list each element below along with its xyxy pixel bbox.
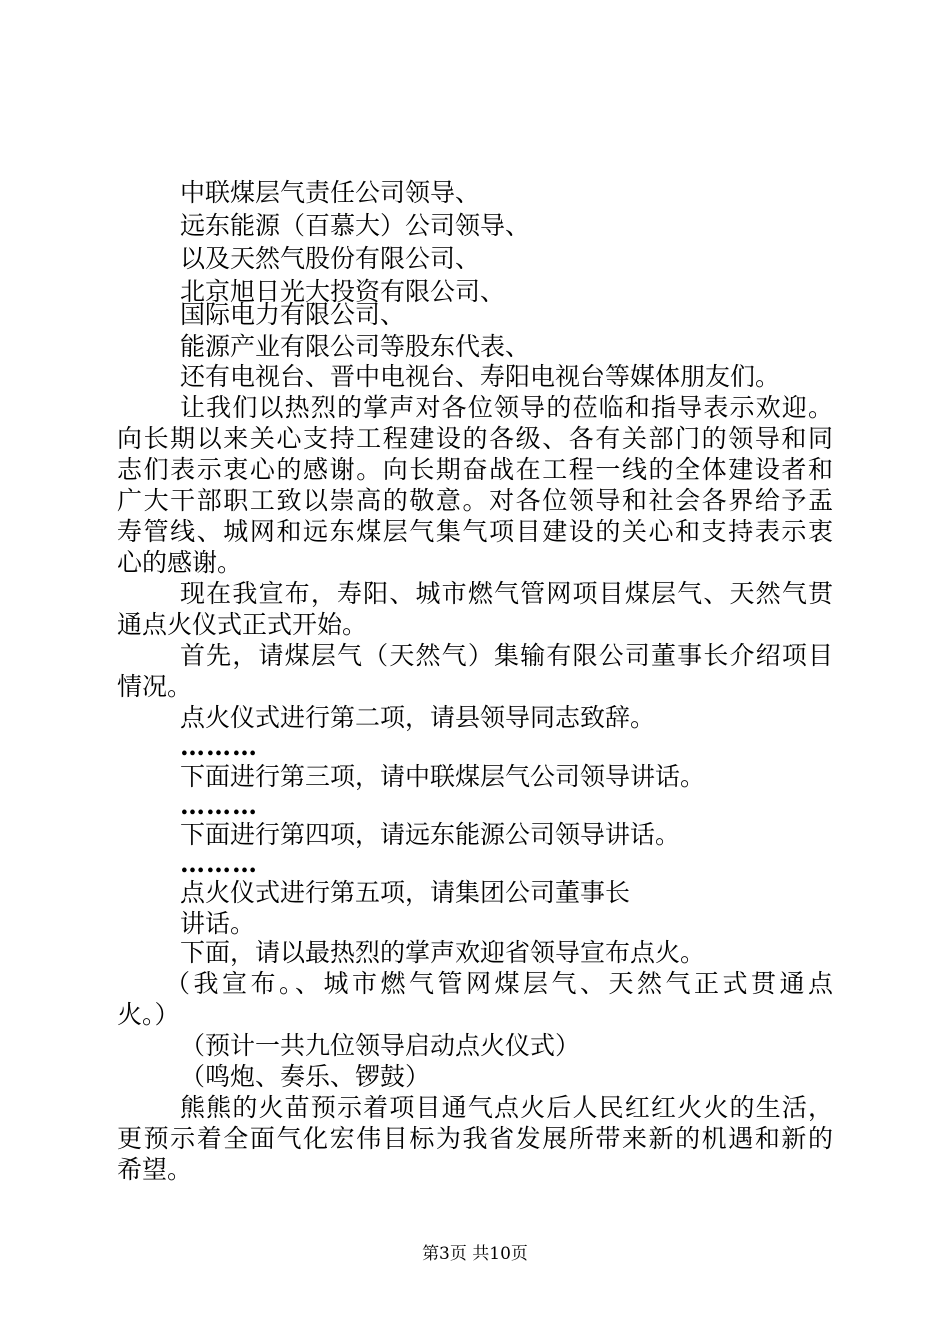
ellipsis-line: ……… — [180, 791, 258, 820]
text-line: 国际电力有限公司、 — [180, 300, 406, 329]
text-line: 更预示着全面气化宏伟目标为我省发展所带来新的机遇和新的 — [117, 1124, 833, 1153]
text-line: 志们表示衷心的感谢。向长期奋战在工程一线的全体建设者和 — [117, 455, 833, 484]
text-line: 熊熊的火苗预示着项目通气点火后人民红红火火的生活， — [180, 1093, 833, 1122]
text-line: （鸣炮、奏乐、锣鼓） — [180, 1062, 431, 1091]
text-line: （我宣布。、城市燃气管网煤层气、天然气正式贯通点 — [165, 969, 833, 998]
text-line: 点火仪式进行第五项，请集团公司董事长 — [180, 878, 631, 907]
text-line: 寿管线、城网和远东煤层气集气项目建设的关心和支持表示衷 — [117, 517, 833, 546]
text-line: 通点火仪式正式开始。 — [117, 610, 368, 639]
text-line: 火。） — [117, 1000, 180, 1029]
page-number-footer: 第3页 共10页 — [422, 1244, 528, 1264]
text-line: 还有电视台、晋中电视台、寿阳电视台等媒体朋友们。 — [180, 362, 781, 391]
ellipsis-line: ……… — [180, 732, 258, 761]
text-line: 下面进行第四项，请远东能源公司领导讲话。 — [180, 820, 681, 849]
text-line: 首先，请煤层气（天然气）集输有限公司董事长介绍项目 — [180, 641, 833, 670]
text-line: 现在我宣布，寿阳、城市燃气管网项目煤层气、天然气贯 — [180, 579, 833, 608]
text-line: 心的感谢。 — [117, 548, 243, 577]
text-line: 中联煤层气责任公司领导、 — [180, 178, 481, 207]
text-line: 情况。 — [117, 672, 193, 701]
text-line: 讲话。 — [180, 909, 256, 938]
text-line: 让我们以热烈的掌声对各位领导的莅临和指导表示欢迎。 — [180, 393, 833, 422]
text-line: （预计一共九位领导启动点火仪式） — [180, 1031, 581, 1060]
ellipsis-line: ……… — [180, 849, 258, 878]
text-line: 点火仪式进行第二项，请县领导同志致辞。 — [180, 703, 656, 732]
text-line: 以及天然气股份有限公司、 — [180, 244, 481, 273]
text-line: 能源产业有限公司等股东代表、 — [180, 332, 531, 361]
text-line: 希望。 — [117, 1155, 193, 1184]
text-line: 向长期以来关心支持工程建设的各级、各有关部门的领导和同 — [117, 424, 833, 453]
text-line: 广大干部职工致以崇高的敬意。对各位领导和社会各界给予盂 — [117, 486, 833, 515]
text-line: 远东能源（百慕大）公司领导、 — [180, 211, 531, 240]
text-line: 北京旭日光大投资有限公司、 — [180, 277, 506, 306]
text-line: 下面，请以最热烈的掌声欢迎省领导宣布点火。 — [180, 938, 706, 967]
text-line: 下面进行第三项，请中联煤层气公司领导讲话。 — [180, 762, 706, 791]
